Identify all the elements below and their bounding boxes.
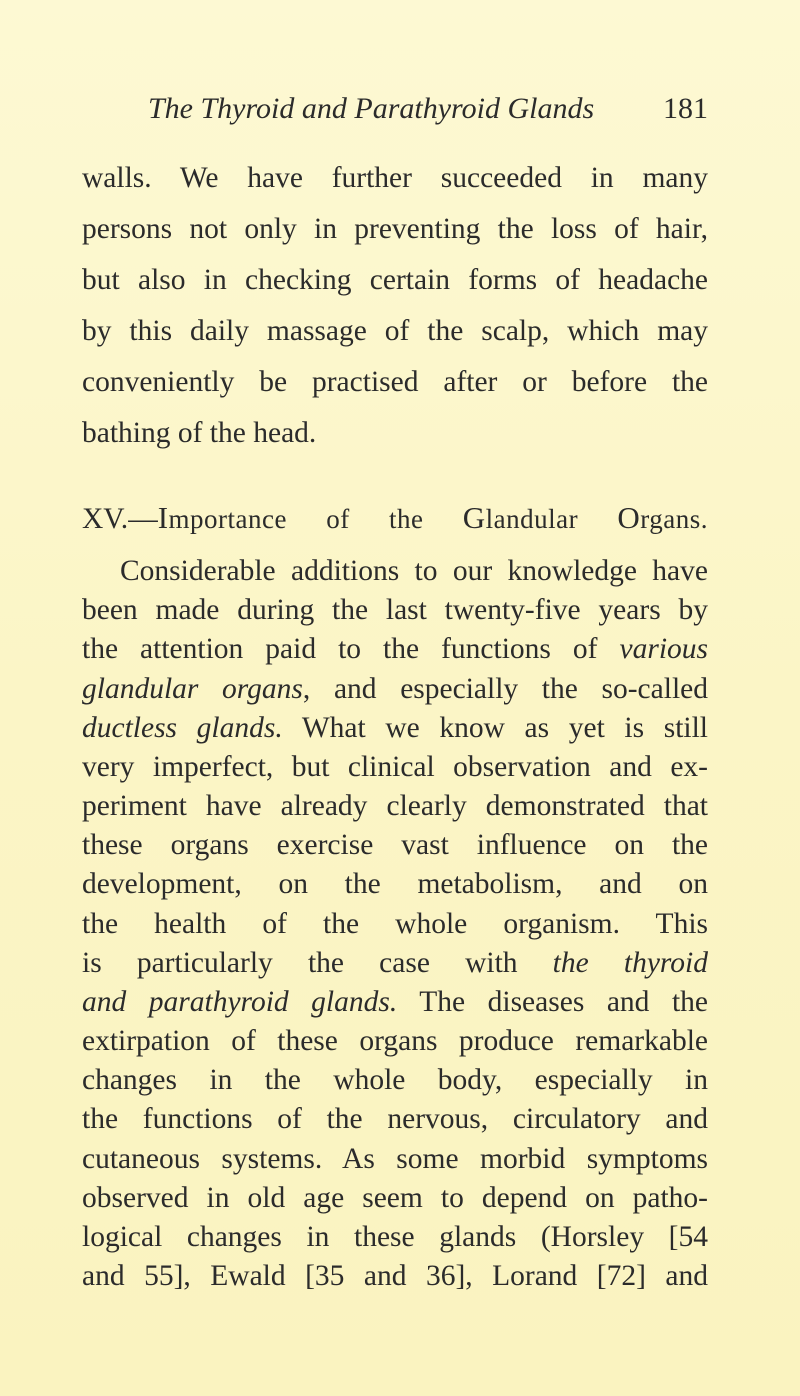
text-line: been made during the last twenty-five years by bbox=[82, 594, 708, 626]
section-heading: XV.—Importance of the Glandular Organs. bbox=[82, 500, 709, 535]
text-line: but also in checking certain forms of headache bbox=[82, 264, 708, 296]
text-line: and parathyroid glands. The diseases and the bbox=[82, 986, 709, 1018]
italic-term: glandular organs bbox=[82, 673, 303, 705]
italic-term: ductless glands. bbox=[82, 712, 283, 744]
text-line: very imperfect, but clinical observation and ex- bbox=[82, 751, 708, 783]
text-line: cutaneous systems. As some morbid symptoms bbox=[82, 1143, 708, 1175]
running-head-title: The Thyroid and Parathyroid Glands bbox=[148, 92, 595, 125]
text-line: the functions of the nervous, circulatory and bbox=[82, 1103, 708, 1135]
text-line: development, on the metabolism, and on bbox=[82, 868, 708, 900]
heading-number: XV. bbox=[82, 503, 129, 535]
text-line: extirpation of these organs produce remarkable bbox=[82, 1025, 708, 1057]
text-line: changes in the whole body, especially in bbox=[82, 1064, 708, 1096]
text-line: periment have already clearly demonstrated that bbox=[82, 790, 708, 822]
text-line: bathing of the head. bbox=[82, 417, 317, 449]
text-line: walls. We have further succeeded in many bbox=[82, 162, 708, 194]
page-number: 181 bbox=[663, 92, 708, 125]
text-line: Considerable additions to our knowledge have bbox=[120, 555, 708, 587]
text-line: glandular organs, and especially the so-called bbox=[82, 673, 708, 705]
text-line: ductless glands. What we know as yet is still bbox=[82, 712, 709, 744]
text-line: the attention paid to the functions of various bbox=[82, 633, 708, 665]
text-line: persons not only in preventing the loss of hair, bbox=[82, 213, 708, 245]
text-line: and 55], Ewald [35 and 36], Lorand [72] and bbox=[82, 1260, 708, 1292]
text-line: conveniently be practised after or before the bbox=[82, 366, 708, 398]
italic-term: various bbox=[619, 633, 708, 665]
italic-term: and parathyroid glands. bbox=[82, 986, 398, 1018]
text-line: logical changes in these glands (Horsley [54 bbox=[82, 1221, 708, 1253]
text-line: observed in old age seem to depend on patho- bbox=[82, 1182, 708, 1214]
text-line: these organs exercise vast influence on the bbox=[82, 829, 708, 861]
text-line: the health of the whole organism. This bbox=[82, 908, 708, 940]
running-head bbox=[148, 92, 708, 126]
text-line: by this daily massage of the scalp, which may bbox=[82, 315, 708, 347]
italic-term: the thyroid bbox=[552, 947, 708, 979]
text-line: is particularly the case with the thyroid bbox=[82, 947, 708, 979]
